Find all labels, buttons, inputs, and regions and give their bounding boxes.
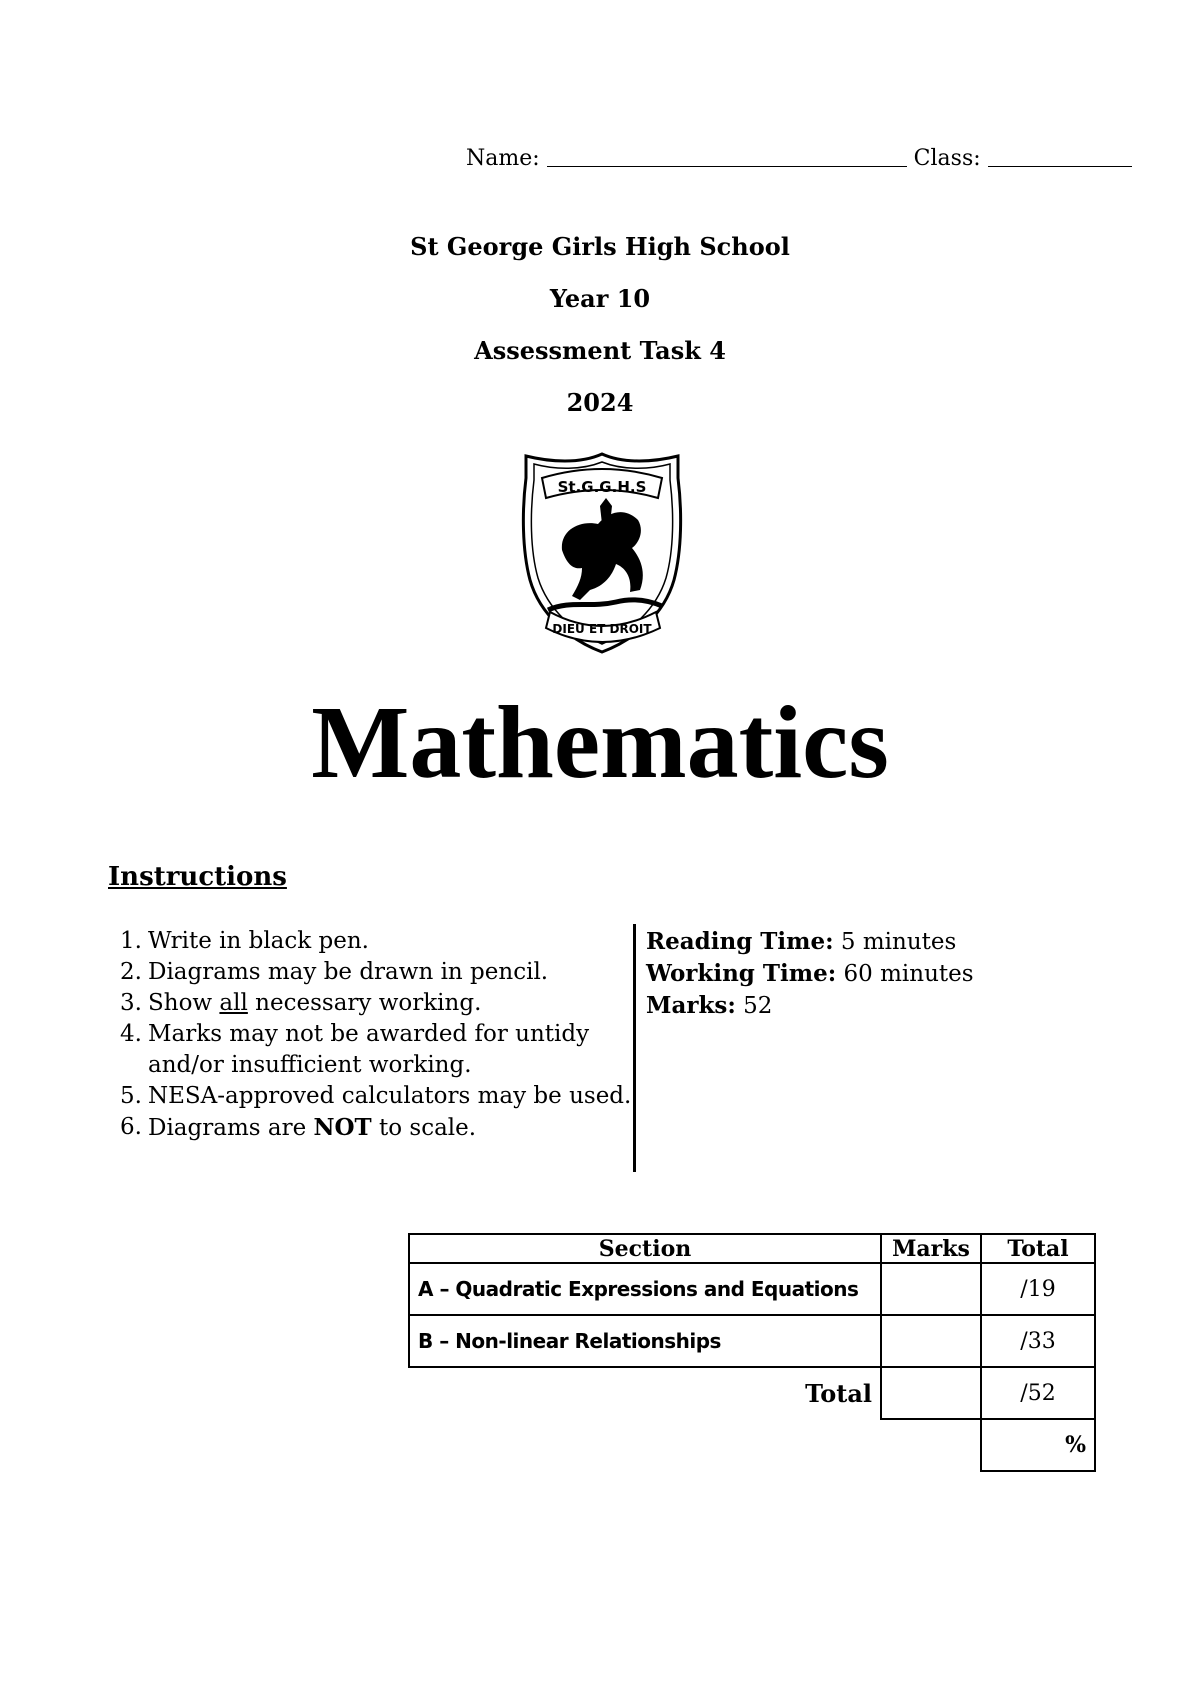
instruction-item: 3. Show all necessary working.	[120, 990, 482, 1016]
marks-table	[408, 1233, 1096, 1472]
header-total: Total	[981, 1234, 1095, 1263]
exam-year: 2024	[566, 388, 634, 417]
exam-info	[646, 926, 974, 1022]
reading-time: Reading Time: 5 minutes	[646, 928, 957, 955]
instruction-item: 4. Marks may not be awarded for untidy and/or insufficient working.	[120, 1021, 590, 1078]
total-marks: Marks: 52	[646, 992, 773, 1019]
section-a-total: /19	[981, 1263, 1095, 1315]
instruction-item: 2. Diagrams may be drawn in pencil.	[120, 959, 549, 985]
crest-top-text: St.G.G.H.S	[557, 478, 647, 496]
school-crest-logo	[520, 450, 684, 654]
class-field[interactable]	[988, 165, 1132, 167]
subject-title: Mathematics	[311, 685, 889, 800]
table-row	[409, 1263, 1095, 1315]
name-label: Name:	[466, 146, 540, 171]
instructions-heading: Instructions	[108, 862, 287, 892]
header-marks: Marks	[881, 1234, 981, 1263]
percent-row	[409, 1419, 1095, 1471]
total-value: /52	[981, 1367, 1095, 1419]
section-b-name: B – Non-linear Relationships	[409, 1315, 881, 1367]
percent-cell[interactable]: %	[981, 1419, 1095, 1471]
working-time: Working Time: 60 minutes	[646, 960, 974, 987]
instruction-item: 1. Write in black pen.	[120, 928, 369, 954]
instruction-item: 5. NESA-approved calculators may be used.	[120, 1083, 632, 1109]
crest-motto: DIEU ET DROIT	[552, 622, 652, 636]
header-section: Section	[409, 1234, 881, 1263]
year-level: Year 10	[549, 284, 651, 313]
instructions-list	[120, 926, 640, 1144]
table-row	[409, 1315, 1095, 1367]
name-field[interactable]	[547, 165, 907, 167]
table-header-row	[409, 1234, 1095, 1263]
title-block	[0, 232, 1200, 440]
section-b-marks[interactable]	[881, 1315, 981, 1367]
total-marks-cell[interactable]	[881, 1367, 981, 1419]
instruction-item: 6. Diagrams are NOT to scale.	[120, 1114, 477, 1141]
total-row	[409, 1367, 1095, 1419]
section-b-total: /33	[981, 1315, 1095, 1367]
total-label: Total	[805, 1379, 872, 1408]
section-a-marks[interactable]	[881, 1263, 981, 1315]
class-label: Class:	[913, 146, 981, 171]
school-name: St George Girls High School	[410, 232, 790, 261]
task-name: Assessment Task 4	[474, 336, 726, 365]
name-class-line	[466, 146, 1132, 171]
divider-line	[633, 924, 636, 1172]
section-a-name: A – Quadratic Expressions and Equations	[409, 1263, 881, 1315]
